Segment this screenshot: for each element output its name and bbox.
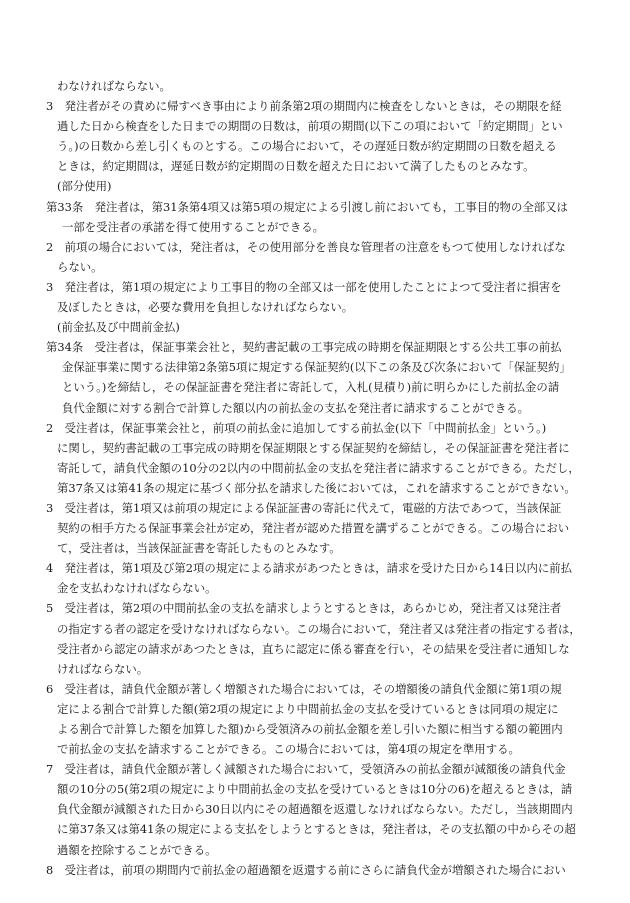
text-line: 3 発注者がその責めに帰すべき事由により前条第2項の期間内に検査をしないときは，その期限を経 bbox=[46, 99, 562, 114]
document-body bbox=[46, 76, 582, 880]
text-line: 6 受注者は，請負代金額が著しく増額された場合においては，その増額後の請負代金額に第1項の規 bbox=[46, 681, 562, 696]
text-line: 及ぼしたときは，必要な費用を負担しなければならない。 bbox=[57, 300, 354, 315]
text-line: 金を支払わなければならない。 bbox=[57, 581, 217, 596]
text-line: ければならない。 bbox=[57, 661, 149, 676]
text-line: 2 受注者は，保証事業会社と，前項の前払金に追加してする前払金(以下「中間前払金」という。) bbox=[46, 420, 547, 435]
text-line: 負代金額が減額された日から30日以内にその超過額を返還しなければならない。ただし，当該期間内 bbox=[57, 802, 573, 817]
text-line: 定による割合で計算した額(第2項の規定により中間前払金の支払を受けているときは同項の規定に bbox=[57, 701, 559, 716]
text-line: (部分使用) bbox=[57, 179, 112, 194]
text-line: 第37条又は第41条の規定に基づく部分払を請求した後においては，これを請求することができない。 bbox=[57, 480, 576, 495]
text-line: の指定する者の認定を受けなければならない。この場合において，発注者又は発注者の指定する者は， bbox=[57, 621, 581, 636]
text-line: 7 受注者は，請負代金額が著しく減額された場合において，受領済みの前払金額が減額後の請負代金 bbox=[46, 762, 566, 777]
text-line: 過額を控除することができる。 bbox=[57, 842, 217, 857]
text-line: 一部を受注者の承諾を得て使用することができる。 bbox=[62, 219, 324, 234]
text-line: 金保証事業に関する法律第2条第5項に規定する保証契約(以下この条及び次条において「保証契約」 bbox=[62, 360, 571, 375]
text-line: 第33条 発注者は，第31条第4項又は第5項の規定による引渡し前においても，工事目的物の全部又は bbox=[46, 199, 568, 214]
text-line: という。)を締結し，その保証証書を発注者に寄託して，入札(見積り)前に明らかにした前払金の請 bbox=[62, 380, 560, 395]
text-line: らない。 bbox=[57, 259, 103, 274]
text-line: で前払金の支払を請求することができる。この場合においては，第4項の規定を準用する。 bbox=[57, 742, 520, 757]
text-line: 3 受注者は，第1項又は前項の規定による保証証書の寄託に代えて，電磁的方法であつて，当該保証 bbox=[46, 500, 562, 515]
text-line: 2 前項の場合においては，発注者は，その使用部分を善良な管理者の注意をもつて使用しなければな bbox=[46, 239, 566, 254]
text-line: 額の10分の5(第2項の規定により中間前払金の支払を受けているときは10分の6)を超えるときは，請 bbox=[57, 782, 573, 797]
text-line: 受注者から認定の請求があつたときは，直ちに認定に係る審査を行い，その結果を受注者に通知しな bbox=[57, 641, 570, 656]
text-line: う。)の日数から差し引くものとする。この場合において，その遅延日数が約定期間の日数を超える bbox=[57, 139, 557, 154]
text-line: 5 受注者は，第2項の中間前払金の支払を請求しようとするときは，あらかじめ，発注者又は発注者 bbox=[46, 601, 562, 616]
text-line: 第34条 受注者は，保証事業会社と，契約書記載の工事完成の時期を保証期限とする公共工事の前払 bbox=[46, 340, 562, 355]
text-line: 8 受注者は，前項の期間内で前払金の超過額を返還する前にさらに請負代金が増額された場合におい bbox=[46, 862, 566, 877]
text-line: よる割合で計算した額を加算した額)から受領済みの前払金額を差し引いた額に相当する額の範囲内 bbox=[57, 722, 563, 736]
text-line: 寄託して，請負代金額の10分の2以内の中間前払金の支払を発注者に請求することができる。ただし， bbox=[57, 460, 580, 475]
text-line: ときは，約定期間は，遅延日数が約定期間の日数を超えた日において満了したものとみなす。 bbox=[57, 159, 535, 174]
text-line: 契約の相手方たる保証事業会社が定め，発注者が認めた措置を講ずることができる。この場合におい bbox=[57, 521, 570, 536]
text-line: に関し，契約書記載の工事完成の時期を保証期限とする保証契約を締結し，その保証証書を発注者に bbox=[57, 440, 570, 455]
text-line: わなければならない。 bbox=[57, 79, 171, 93]
text-line: (前金払及び中間前金払) bbox=[57, 320, 180, 335]
text-line: 過した日から検査をした日までの期間の日数は，前項の期間(以下この項において「約定期間」とい bbox=[57, 119, 563, 134]
text-line: て，受注者は，当該保証証書を寄託したものとみなす。 bbox=[57, 541, 341, 556]
text-line: 3 発注者は，第1項の規定により工事目的物の全部又は一部を使用したことによつて受注者に損害を bbox=[46, 279, 562, 294]
text-line: に第37条又は第41条の規定による支払をしようとするときは，発注者は，その支払額の中からその超 bbox=[57, 822, 576, 837]
text-line: 4 発注者は，第1項及び第2項の規定による請求があつたときは，請求を受けた日から14日以内に前払 bbox=[46, 561, 573, 576]
text-line: 負代金額に対する割合で計算した額以内の前払金の支払を発注者に請求することができる。 bbox=[62, 400, 530, 415]
